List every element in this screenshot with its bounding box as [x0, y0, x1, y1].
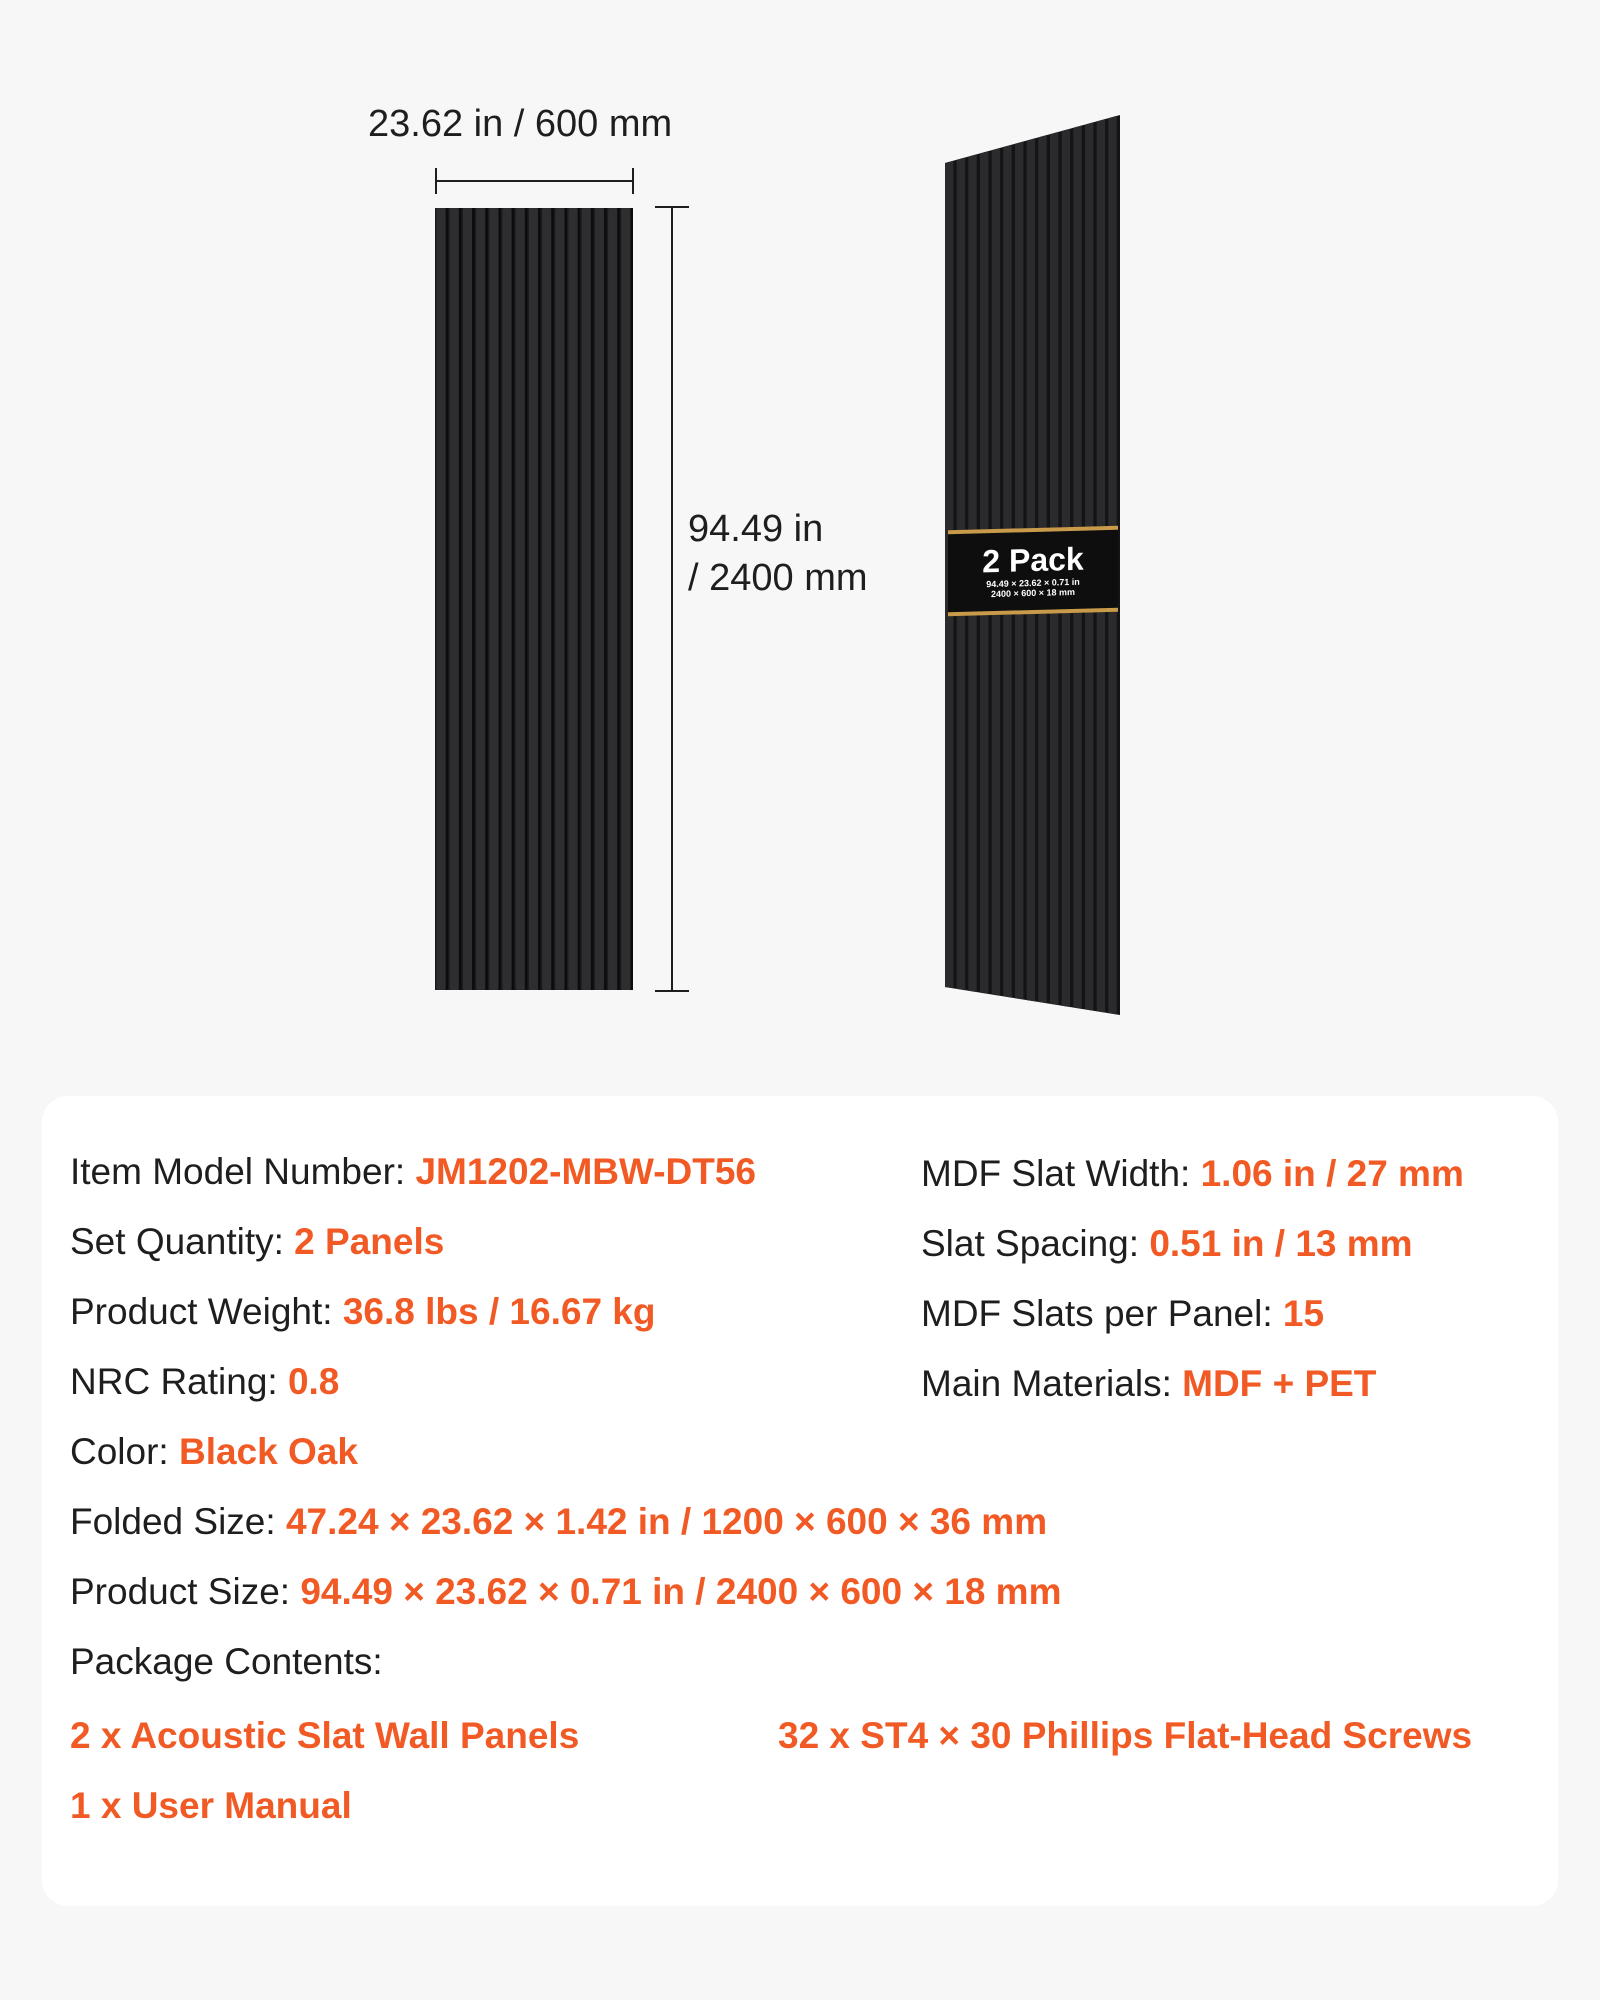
pack-size-metric: 2400 × 600 × 18 mm [990, 586, 1076, 600]
slat-gap [485, 208, 488, 990]
slat [542, 208, 551, 990]
spec-main-materials: Main Materials: MDF + PET [921, 1363, 1377, 1404]
slat [555, 208, 564, 990]
slat [476, 208, 485, 990]
slat-gap [446, 208, 449, 990]
slat-gap [617, 208, 620, 990]
spec-slat-width: MDF Slat Width: 1.06 in / 27 mm [921, 1153, 1464, 1194]
slat-gap [551, 208, 554, 990]
slat [437, 208, 446, 990]
package-item-panels: 2 x Acoustic Slat Wall Panels [70, 1715, 580, 1756]
package-contents-heading: Package Contents: [70, 1641, 383, 1682]
height-dimension-line [671, 206, 673, 992]
spec-card [42, 1096, 1558, 1906]
width-dimension-line [435, 180, 634, 182]
slat-gap [578, 208, 581, 990]
package-item-manual: 1 x User Manual [70, 1785, 352, 1826]
spec-nrc-rating: NRC Rating: 0.8 [70, 1361, 340, 1402]
spec-color: Color: Black Oak [70, 1431, 358, 1472]
slat [516, 208, 525, 990]
slat-gap [591, 208, 594, 990]
height-label-line2: / 2400 mm [688, 557, 868, 600]
slat [503, 208, 512, 990]
spec-item-model-number: Item Model Number: JM1202-MBW-DT56 [70, 1151, 757, 1192]
width-dimension-tick-left [435, 168, 437, 194]
spec-slats-per-panel: MDF Slats per Panel: 15 [921, 1293, 1325, 1334]
slat-gap [631, 208, 634, 990]
slat-gap [538, 208, 541, 990]
spec-folded-size: Folded Size: 47.24 × 23.62 × 1.42 in / 1200 × 600 × 36 mm [70, 1501, 1048, 1542]
slat-gap [604, 208, 607, 990]
slat [608, 208, 617, 990]
pack-size-text [986, 576, 1080, 599]
height-dimension-label [688, 505, 868, 604]
slat [569, 208, 578, 990]
slat [450, 208, 459, 990]
pack-title: 2 Pack [982, 540, 1084, 579]
spec-set-quantity: Set Quantity: 2 Panels [70, 1221, 445, 1262]
height-label-line1: 94.49 in [688, 508, 824, 550]
spec-product-size: Product Size: 94.49 × 23.62 × 0.71 in / 2400 × 600 × 18 mm [70, 1571, 1062, 1612]
slat-panel-front-view [435, 208, 633, 990]
slat [582, 208, 591, 990]
slat [463, 208, 472, 990]
slat [595, 208, 604, 990]
height-dimension-tick-top [655, 206, 689, 208]
width-dimension-tick-right [632, 168, 634, 194]
slat-gap [525, 208, 528, 990]
width-dimension-label: 23.62 in / 600 mm [368, 103, 673, 145]
slat-gap [459, 208, 462, 990]
two-pack-band [948, 526, 1118, 616]
slat [621, 208, 630, 990]
slat-gap [512, 208, 515, 990]
spec-slat-spacing: Slat Spacing: 0.51 in / 13 mm [921, 1223, 1413, 1264]
height-dimension-tick-bottom [655, 990, 689, 992]
slat-gap [472, 208, 475, 990]
slat-gap [499, 208, 502, 990]
slat-gap [565, 208, 568, 990]
slat [489, 208, 498, 990]
package-item-screws: 32 x ST4 × 30 Phillips Flat-Head Screws [778, 1715, 1473, 1756]
pack-size-imperial: 94.49 × 23.62 × 0.71 in [986, 576, 1080, 589]
spec-product-weight: Product Weight: 36.8 lbs / 16.67 kg [70, 1291, 656, 1332]
slat [529, 208, 538, 990]
